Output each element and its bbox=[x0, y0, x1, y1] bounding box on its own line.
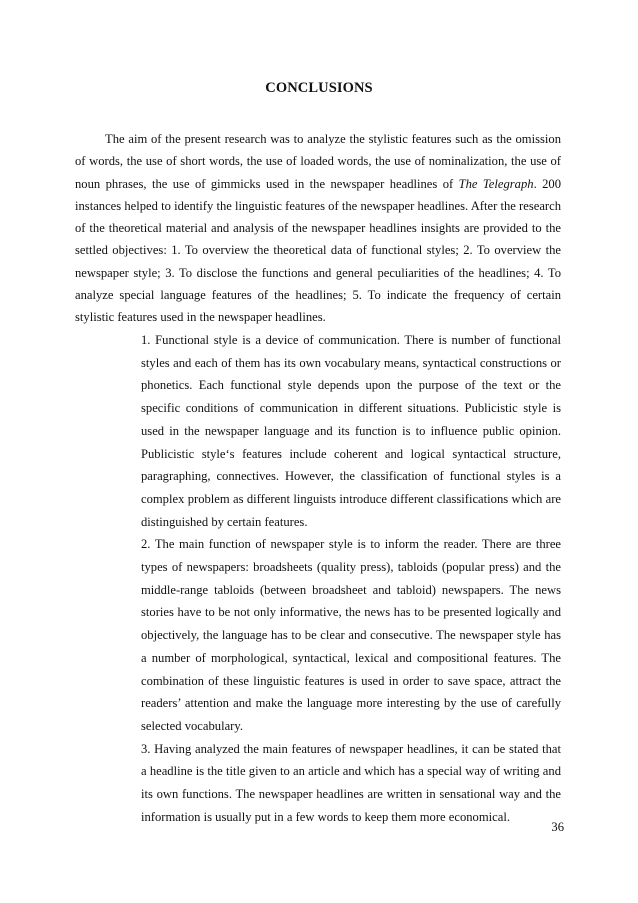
conclusion-list bbox=[141, 329, 561, 828]
page-number: 36 bbox=[551, 820, 564, 834]
intro-text-part-2: . 200 instances helped to identify the linguistic features of the newspaper headlines. After the research of the theoretical material and analysis of the newspaper headlines insights are provided to the settled objectives: 1. To overview the theoretical data of functional styles; 2. To overview the newspaper style; 3. To disclose the functions and general peculiarities of the headlines; 4. To analyze special language features of the headlines; 5. To indicate the frequency of certain stylistic features used in the newspaper headlines. bbox=[75, 176, 562, 325]
intro-paragraph bbox=[75, 128, 561, 329]
conclusion-item-2: 2. The main function of newspaper style is to inform the reader. There are three types of newspapers: broadsheets (quality press), tabloids (popular press) and the middle-range tabloids (between broadsheet and tabloid) newspapers. The news stories have to be not only informative, the news has to be presented logically and objectively, the language has to be clear and consecutive. The newspaper style has a number of morphological, syntactical, lexical and compositional features. The combination of these linguistic features is used in order to save space, attract the readers’ attention and make the language more interesting by the use of carefully selected vocabulary. bbox=[141, 537, 561, 733]
conclusion-item-1: 1. Functional style is a device of communication. There is number of functional styles and each of them has its own vocabulary means, syntactical constructions or phonetics. Each functional style depends upon the purpose of the text or the specific conditions of communication in different situations. Publicistic style is used in the newspaper language and its function is to influence public opinion. Publicistic style‘s features include coherent and logical syntactical structure, paragraphing, connectives. However, the classification of functional styles is a complex problem as different linguists introduce different classifications which are distinguished by certain features. bbox=[141, 333, 561, 529]
conclusion-item-3: 3. Having analyzed the main features of newspaper headlines, it can be stated that a headline is the title given to an article and which has a special way of writing and its own functions. The newspaper headlines are written in sensational way and the information is usually put in a few words to keep them more economical. bbox=[141, 741, 561, 824]
page-title: CONCLUSIONS bbox=[265, 80, 373, 96]
intro-text-part-1: The aim of the present research was to analyze the stylistic features such as the omission of words, the use of short words, the use of loaded words, the use of nominalization, the use of noun phrases, the use of gimmicks used in the newspaper headlines of bbox=[75, 132, 561, 191]
newspaper-title: The Telegraph bbox=[458, 176, 534, 191]
